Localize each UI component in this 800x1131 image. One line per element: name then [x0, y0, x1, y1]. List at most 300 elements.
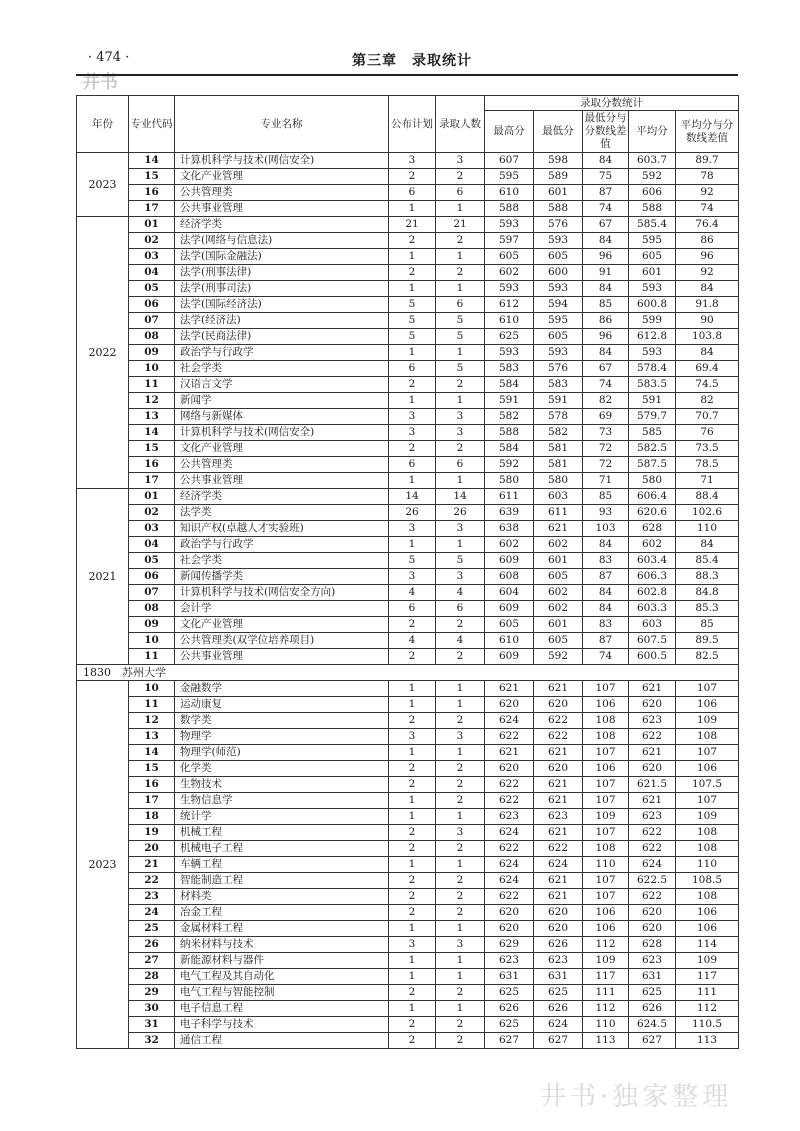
avg-cell: 621.5 [629, 777, 676, 793]
name-cell: 电子信息工程 [175, 1001, 389, 1017]
max-cell: 625 [485, 985, 534, 1001]
min-cell: 581 [534, 441, 583, 457]
max-cell: 588 [485, 201, 534, 217]
min-diff-cell: 96 [583, 329, 629, 345]
avg-cell: 625 [629, 985, 676, 1001]
min-cell: 605 [534, 633, 583, 649]
min-cell: 621 [534, 873, 583, 889]
code-cell: 06 [129, 569, 175, 585]
table-row [77, 409, 739, 425]
table-row [77, 969, 739, 985]
admitted-cell: 3 [436, 409, 485, 425]
name-cell: 法学类 [175, 505, 389, 521]
plan-cell: 26 [389, 505, 436, 521]
min-diff-cell: 107 [583, 745, 629, 761]
watermark-logo: 井书 [82, 72, 118, 93]
min-diff-cell: 84 [583, 345, 629, 361]
year-cell: 2023 [77, 153, 129, 217]
table-row [77, 601, 739, 617]
table-row [77, 985, 739, 1001]
code-cell: 09 [129, 617, 175, 633]
min-cell: 589 [534, 169, 583, 185]
min-diff-cell: 107 [583, 889, 629, 905]
max-cell: 610 [485, 313, 534, 329]
code-cell: 01 [129, 217, 175, 233]
min-diff-cell: 82 [583, 393, 629, 409]
name-cell: 机械电子工程 [175, 841, 389, 857]
plan-cell: 5 [389, 297, 436, 313]
max-cell: 620 [485, 761, 534, 777]
plan-cell: 1 [389, 537, 436, 553]
header-admitted: 录取人数 [436, 96, 485, 153]
avg-diff-cell: 85.3 [676, 601, 739, 617]
name-cell: 公共管理类 [175, 457, 389, 473]
avg-cell: 583.5 [629, 377, 676, 393]
table-body [77, 153, 739, 1049]
table-row [77, 377, 739, 393]
min-cell: 624 [534, 1017, 583, 1033]
code-cell: 14 [129, 425, 175, 441]
table-row [77, 1001, 739, 1017]
max-cell: 620 [485, 697, 534, 713]
admitted-cell: 5 [436, 329, 485, 345]
admitted-cell: 2 [436, 985, 485, 1001]
min-diff-cell: 85 [583, 489, 629, 505]
min-cell: 620 [534, 905, 583, 921]
min-cell: 623 [534, 809, 583, 825]
avg-diff-cell: 114 [676, 937, 739, 953]
table-row [77, 793, 739, 809]
avg-diff-cell: 108.5 [676, 873, 739, 889]
admitted-cell: 1 [436, 249, 485, 265]
table-row [77, 777, 739, 793]
max-cell: 593 [485, 281, 534, 297]
min-diff-cell: 73 [583, 425, 629, 441]
max-cell: 584 [485, 377, 534, 393]
plan-cell: 21 [389, 217, 436, 233]
name-cell: 文化产业管理 [175, 441, 389, 457]
code-cell: 15 [129, 761, 175, 777]
year-cell: 2022 [77, 217, 129, 489]
min-diff-cell: 112 [583, 1001, 629, 1017]
avg-cell: 591 [629, 393, 676, 409]
min-diff-cell: 109 [583, 953, 629, 969]
avg-diff-cell: 108 [676, 729, 739, 745]
min-cell: 626 [534, 937, 583, 953]
min-diff-cell: 106 [583, 905, 629, 921]
admitted-cell: 3 [436, 729, 485, 745]
admitted-cell: 2 [436, 265, 485, 281]
table-row [77, 425, 739, 441]
table-row [77, 729, 739, 745]
table-row [77, 825, 739, 841]
name-cell: 通信工程 [175, 1033, 389, 1049]
min-diff-cell: 110 [583, 1017, 629, 1033]
min-diff-cell: 83 [583, 553, 629, 569]
min-cell: 583 [534, 377, 583, 393]
max-cell: 588 [485, 425, 534, 441]
name-cell: 新闻传播学类 [175, 569, 389, 585]
table-row [77, 201, 739, 217]
code-cell: 13 [129, 729, 175, 745]
min-diff-cell: 87 [583, 185, 629, 201]
plan-cell: 5 [389, 553, 436, 569]
min-cell: 621 [534, 521, 583, 537]
table-row [77, 361, 739, 377]
avg-diff-cell: 82.5 [676, 649, 739, 665]
name-cell: 智能制造工程 [175, 873, 389, 889]
table-row [77, 457, 739, 473]
code-cell: 08 [129, 329, 175, 345]
code-cell: 17 [129, 473, 175, 489]
table-row [77, 889, 739, 905]
avg-cell: 622 [629, 841, 676, 857]
min-cell: 625 [534, 985, 583, 1001]
avg-diff-cell: 73.5 [676, 441, 739, 457]
min-cell: 576 [534, 217, 583, 233]
avg-diff-cell: 109 [676, 809, 739, 825]
code-cell: 14 [129, 153, 175, 169]
plan-cell: 2 [389, 873, 436, 889]
plan-cell: 6 [389, 361, 436, 377]
min-diff-cell: 93 [583, 505, 629, 521]
plan-cell: 1 [389, 809, 436, 825]
min-diff-cell: 108 [583, 841, 629, 857]
max-cell: 622 [485, 777, 534, 793]
code-cell: 10 [129, 681, 175, 697]
admitted-cell: 1 [436, 809, 485, 825]
plan-cell: 2 [389, 985, 436, 1001]
avg-cell: 603 [629, 617, 676, 633]
admitted-cell: 2 [436, 841, 485, 857]
code-cell: 03 [129, 249, 175, 265]
max-cell: 592 [485, 457, 534, 473]
table-row [77, 905, 739, 921]
min-cell: 621 [534, 745, 583, 761]
table-row [77, 521, 739, 537]
avg-cell: 595 [629, 233, 676, 249]
table-row [77, 217, 739, 233]
name-cell: 汉语言文学 [175, 377, 389, 393]
table-row [77, 649, 739, 665]
min-diff-cell: 111 [583, 985, 629, 1001]
code-cell: 04 [129, 265, 175, 281]
table-row [77, 809, 739, 825]
min-diff-cell: 84 [583, 601, 629, 617]
avg-cell: 621 [629, 681, 676, 697]
max-cell: 624 [485, 825, 534, 841]
max-cell: 627 [485, 1033, 534, 1049]
watermark-text: 井书·独家整理 [540, 1082, 733, 1112]
name-cell: 电气工程及其自动化 [175, 969, 389, 985]
max-cell: 610 [485, 185, 534, 201]
avg-diff-cell: 106 [676, 697, 739, 713]
name-cell: 车辆工程 [175, 857, 389, 873]
avg-diff-cell: 84 [676, 345, 739, 361]
plan-cell: 6 [389, 185, 436, 201]
plan-cell: 1 [389, 393, 436, 409]
name-cell: 社会学类 [175, 361, 389, 377]
name-cell: 网络与新媒体 [175, 409, 389, 425]
admitted-cell: 2 [436, 761, 485, 777]
name-cell: 金融数学 [175, 681, 389, 697]
min-cell: 605 [534, 329, 583, 345]
avg-cell: 579.7 [629, 409, 676, 425]
avg-cell: 582.5 [629, 441, 676, 457]
code-cell: 11 [129, 649, 175, 665]
name-cell: 机械工程 [175, 825, 389, 841]
plan-cell: 5 [389, 329, 436, 345]
avg-cell: 592 [629, 169, 676, 185]
min-diff-cell: 69 [583, 409, 629, 425]
plan-cell: 1 [389, 697, 436, 713]
name-cell: 纳米材料与技术 [175, 937, 389, 953]
admitted-cell: 6 [436, 297, 485, 313]
plan-cell: 3 [389, 425, 436, 441]
min-diff-cell: 107 [583, 681, 629, 697]
plan-cell: 2 [389, 233, 436, 249]
plan-cell: 1 [389, 201, 436, 217]
code-cell: 22 [129, 873, 175, 889]
max-cell: 605 [485, 249, 534, 265]
table-row [77, 441, 739, 457]
min-cell: 611 [534, 505, 583, 521]
admitted-cell: 1 [436, 393, 485, 409]
max-cell: 602 [485, 265, 534, 281]
admitted-cell: 2 [436, 233, 485, 249]
min-cell: 578 [534, 409, 583, 425]
table-row [77, 537, 739, 553]
avg-diff-cell: 76 [676, 425, 739, 441]
max-cell: 597 [485, 233, 534, 249]
admitted-cell: 2 [436, 617, 485, 633]
avg-cell: 623 [629, 953, 676, 969]
table-row [77, 633, 739, 649]
min-cell: 623 [534, 953, 583, 969]
table-row [77, 185, 739, 201]
admitted-cell: 1 [436, 537, 485, 553]
table-row [77, 617, 739, 633]
avg-cell: 620 [629, 697, 676, 713]
min-diff-cell: 96 [583, 249, 629, 265]
max-cell: 583 [485, 361, 534, 377]
min-diff-cell: 74 [583, 201, 629, 217]
code-cell: 11 [129, 377, 175, 393]
min-cell: 602 [534, 585, 583, 601]
code-cell: 29 [129, 985, 175, 1001]
admitted-cell: 2 [436, 1033, 485, 1049]
avg-cell: 606.3 [629, 569, 676, 585]
min-diff-cell: 107 [583, 873, 629, 889]
admitted-cell: 3 [436, 425, 485, 441]
max-cell: 620 [485, 921, 534, 937]
plan-cell: 3 [389, 521, 436, 537]
max-cell: 625 [485, 329, 534, 345]
max-cell: 612 [485, 297, 534, 313]
max-cell: 626 [485, 1001, 534, 1017]
admitted-cell: 1 [436, 473, 485, 489]
table-row [77, 313, 739, 329]
admitted-cell: 1 [436, 969, 485, 985]
max-cell: 624 [485, 713, 534, 729]
max-cell: 622 [485, 729, 534, 745]
min-cell: 591 [534, 393, 583, 409]
avg-diff-cell: 85 [676, 617, 739, 633]
plan-cell: 2 [389, 889, 436, 905]
min-cell: 588 [534, 201, 583, 217]
name-cell: 数学类 [175, 713, 389, 729]
header-name: 专业名称 [175, 96, 389, 153]
avg-cell: 628 [629, 937, 676, 953]
max-cell: 629 [485, 937, 534, 953]
plan-cell: 4 [389, 633, 436, 649]
admission-table [76, 95, 739, 1049]
code-cell: 05 [129, 281, 175, 297]
avg-diff-cell: 84 [676, 281, 739, 297]
min-diff-cell: 84 [583, 153, 629, 169]
admitted-cell: 1 [436, 1001, 485, 1017]
avg-diff-cell: 90 [676, 313, 739, 329]
min-diff-cell: 67 [583, 217, 629, 233]
avg-diff-cell: 92 [676, 185, 739, 201]
plan-cell: 14 [389, 489, 436, 505]
avg-cell: 620 [629, 921, 676, 937]
admitted-cell: 1 [436, 953, 485, 969]
year-cell: 2023 [77, 681, 129, 1049]
max-cell: 584 [485, 441, 534, 457]
avg-cell: 620 [629, 905, 676, 921]
min-cell: 605 [534, 569, 583, 585]
max-cell: 591 [485, 393, 534, 409]
university-label: 1830 苏州大学 [77, 665, 739, 681]
code-cell: 11 [129, 697, 175, 713]
min-cell: 622 [534, 841, 583, 857]
avg-diff-cell: 107 [676, 793, 739, 809]
table-row [77, 345, 739, 361]
header-min-diff: 最低分与分数线差值 [583, 111, 629, 153]
name-cell: 法学(刑事法律) [175, 265, 389, 281]
name-cell: 运动康复 [175, 697, 389, 713]
min-cell: 592 [534, 649, 583, 665]
min-diff-cell: 84 [583, 537, 629, 553]
name-cell: 社会学类 [175, 553, 389, 569]
code-cell: 18 [129, 809, 175, 825]
code-cell: 19 [129, 825, 175, 841]
plan-cell: 5 [389, 313, 436, 329]
avg-cell: 603.3 [629, 601, 676, 617]
min-diff-cell: 91 [583, 265, 629, 281]
avg-cell: 600.8 [629, 297, 676, 313]
max-cell: 622 [485, 841, 534, 857]
name-cell: 计算机科学与技术(网信安全) [175, 153, 389, 169]
avg-cell: 601 [629, 265, 676, 281]
code-cell: 09 [129, 345, 175, 361]
min-cell: 581 [534, 457, 583, 473]
code-cell: 20 [129, 841, 175, 857]
max-cell: 610 [485, 633, 534, 649]
name-cell: 金属材料工程 [175, 921, 389, 937]
plan-cell: 2 [389, 825, 436, 841]
avg-cell: 622 [629, 889, 676, 905]
max-cell: 593 [485, 345, 534, 361]
min-cell: 601 [534, 617, 583, 633]
avg-diff-cell: 86 [676, 233, 739, 249]
name-cell: 会计学 [175, 601, 389, 617]
max-cell: 622 [485, 889, 534, 905]
min-cell: 595 [534, 313, 583, 329]
min-cell: 620 [534, 921, 583, 937]
avg-cell: 620 [629, 761, 676, 777]
min-cell: 603 [534, 489, 583, 505]
name-cell: 知识产权(卓越人才实验班) [175, 521, 389, 537]
max-cell: 609 [485, 601, 534, 617]
min-cell: 621 [534, 777, 583, 793]
plan-cell: 1 [389, 249, 436, 265]
admitted-cell: 2 [436, 377, 485, 393]
min-diff-cell: 84 [583, 585, 629, 601]
name-cell: 物理学 [175, 729, 389, 745]
avg-cell: 605 [629, 249, 676, 265]
code-cell: 17 [129, 201, 175, 217]
table-row [77, 761, 739, 777]
min-diff-cell: 108 [583, 713, 629, 729]
avg-diff-cell: 109 [676, 953, 739, 969]
min-diff-cell: 106 [583, 697, 629, 713]
plan-cell: 2 [389, 441, 436, 457]
avg-cell: 628 [629, 521, 676, 537]
admitted-cell: 6 [436, 457, 485, 473]
max-cell: 638 [485, 521, 534, 537]
min-diff-cell: 74 [583, 649, 629, 665]
table-row [77, 953, 739, 969]
max-cell: 623 [485, 809, 534, 825]
max-cell: 624 [485, 873, 534, 889]
min-diff-cell: 84 [583, 281, 629, 297]
avg-diff-cell: 111 [676, 985, 739, 1001]
code-cell: 02 [129, 233, 175, 249]
table-row [77, 553, 739, 569]
min-diff-cell: 83 [583, 617, 629, 633]
avg-diff-cell: 74.5 [676, 377, 739, 393]
admitted-cell: 4 [436, 585, 485, 601]
avg-cell: 593 [629, 345, 676, 361]
avg-cell: 603.4 [629, 553, 676, 569]
avg-cell: 621 [629, 793, 676, 809]
name-cell: 经济学类 [175, 217, 389, 233]
avg-diff-cell: 110 [676, 521, 739, 537]
table-row [77, 569, 739, 585]
code-cell: 26 [129, 937, 175, 953]
plan-cell: 2 [389, 377, 436, 393]
code-cell: 25 [129, 921, 175, 937]
name-cell: 物理学(师范) [175, 745, 389, 761]
name-cell: 计算机科学与技术(网信安全方向) [175, 585, 389, 601]
min-cell: 631 [534, 969, 583, 985]
admitted-cell: 3 [436, 825, 485, 841]
avg-diff-cell: 113 [676, 1033, 739, 1049]
avg-diff-cell: 91.8 [676, 297, 739, 313]
admitted-cell: 1 [436, 745, 485, 761]
min-cell: 598 [534, 153, 583, 169]
max-cell: 622 [485, 793, 534, 809]
admitted-cell: 2 [436, 441, 485, 457]
plan-cell: 2 [389, 761, 436, 777]
avg-diff-cell: 109 [676, 713, 739, 729]
min-cell: 620 [534, 697, 583, 713]
avg-diff-cell: 84.8 [676, 585, 739, 601]
header-score-group: 录取分数统计 [485, 96, 739, 111]
plan-cell: 2 [389, 777, 436, 793]
